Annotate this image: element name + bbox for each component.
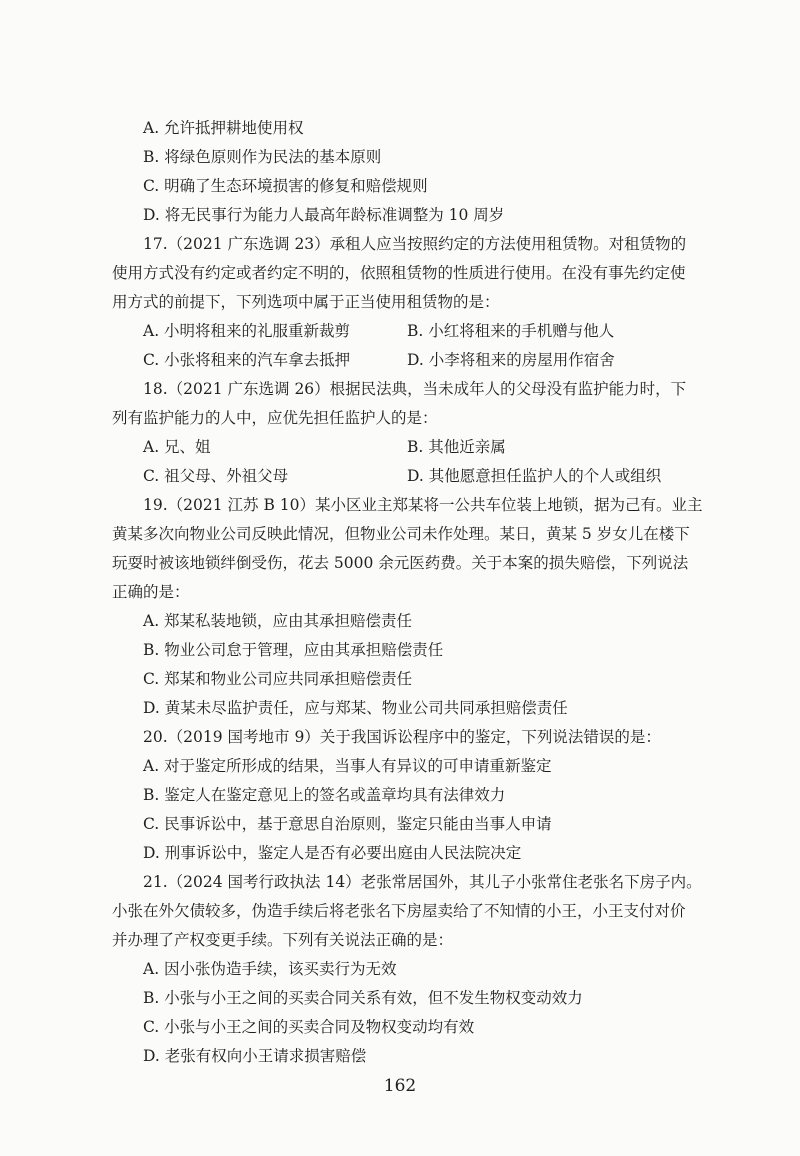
- q17-option-c: C. 小张将租来的汽车拿去抵押: [143, 351, 351, 369]
- q21-stem-line-1: 21.（2024 国考行政执法 14）老张常居国外，其儿子小张常住老张名下房子内。: [143, 873, 702, 891]
- q17-stem-line-3: 用方式的前提下，下列选项中属于正当使用租赁物的是：: [112, 293, 500, 311]
- q19-stem-line-2: 黄某多次向物业公司反映此情况，但物业公司未作处理。某日，黄某 5 岁女儿在楼下: [112, 525, 690, 543]
- q16-option-a: A. 允许抵押耕地使用权: [143, 119, 304, 137]
- q16-option-c: C. 明确了生态环境损害的修复和赔偿规则: [143, 177, 428, 195]
- q17-option-d: D. 小李将租来的房屋用作宿舍: [407, 351, 615, 369]
- page-number: 162: [383, 1076, 417, 1096]
- q18-option-c: C. 祖父母、外祖父母: [143, 467, 289, 485]
- q16-option-b: B. 将绿色原则作为民法的基本原则: [143, 148, 382, 166]
- q19-stem-line-1: 19.（2021 江苏 B 10）某小区业主郑某将一公共车位装上地锁，据为己有。业主: [143, 496, 703, 514]
- q17-option-b: B. 小红将租来的手机赠与他人: [407, 322, 615, 340]
- q19-option-b: B. 物业公司怠于管理，应由其承担赔偿责任: [143, 641, 444, 659]
- q19-option-a: A. 郑某私装地锁，应由其承担赔偿责任: [143, 612, 413, 630]
- q21-option-d: D. 老张有权向小王请求损害赔偿: [143, 1047, 367, 1065]
- q20-option-d: D. 刑事诉讼中，鉴定人是否有必要出庭由人民法院决定: [143, 844, 522, 862]
- q20-option-b: B. 鉴定人在鉴定意见上的签名或盖章均具有法律效力: [143, 786, 506, 804]
- q18-option-d: D. 其他愿意担任监护人的个人或组织: [407, 467, 662, 485]
- q21-option-c: C. 小张与小王之间的买卖合同及物权变动均有效: [143, 1018, 475, 1036]
- q20-option-a: A. 对于鉴定所形成的结果，当事人有异议的可申请重新鉴定: [143, 757, 552, 775]
- q18-option-a: A. 兄、姐: [143, 438, 211, 456]
- q19-stem-line-3: 玩耍时被该地锁绊倒受伤，花去 5000 余元医药费。关于本案的损失赔偿，下列说法: [112, 554, 689, 572]
- q18-stem-line-1: 18.（2021 广东选调 26）根据民法典，当未成年人的父母没有监护能力时，下: [143, 380, 687, 398]
- q17-stem-line-1: 17.（2021 广东选调 23）承租人应当按照约定的方法使用租赁物。对租赁物的: [143, 235, 687, 253]
- q21-option-a: A. 因小张伪造手续，该买卖行为无效: [143, 960, 397, 978]
- q19-option-c: C. 郑某和物业公司应共同承担赔偿责任: [143, 670, 413, 688]
- q17-stem-line-2: 使用方式没有约定或者约定不明的，依照租赁物的性质进行使用。在没有事先约定使: [112, 264, 686, 282]
- q18-option-b: B. 其他近亲属: [407, 438, 506, 456]
- q16-option-d: D. 将无民事行为能力人最高年龄标准调整为 10 周岁: [143, 206, 505, 224]
- q21-stem-line-2: 小张在外欠债较多，伪造手续后将老张名下房屋卖给了不知情的小王，小王支付对价: [112, 902, 686, 920]
- q21-stem-line-3: 并办理了产权变更手续。下列有关说法正确的是：: [112, 931, 454, 949]
- q21-option-b: B. 小张与小王之间的买卖合同关系有效，但不发生物权变动效力: [143, 989, 583, 1007]
- q17-option-a: A. 小明将租来的礼服重新裁剪: [143, 322, 351, 340]
- q19-stem-line-4: 正确的是：: [112, 583, 190, 601]
- q20-option-c: C. 民事诉讼中，基于意思自治原则，鉴定只能由当事人申请: [143, 815, 552, 833]
- q20-stem-line-1: 20.（2019 国考地市 9）关于我国诉讼程序中的鉴定，下列说法错误的是：: [143, 728, 661, 746]
- q18-stem-line-2: 列有监护能力的人中，应优先担任监护人的是：: [112, 409, 438, 427]
- q19-option-d: D. 黄某未尽监护责任，应与郑某、物业公司共同承担赔偿责任: [143, 699, 568, 717]
